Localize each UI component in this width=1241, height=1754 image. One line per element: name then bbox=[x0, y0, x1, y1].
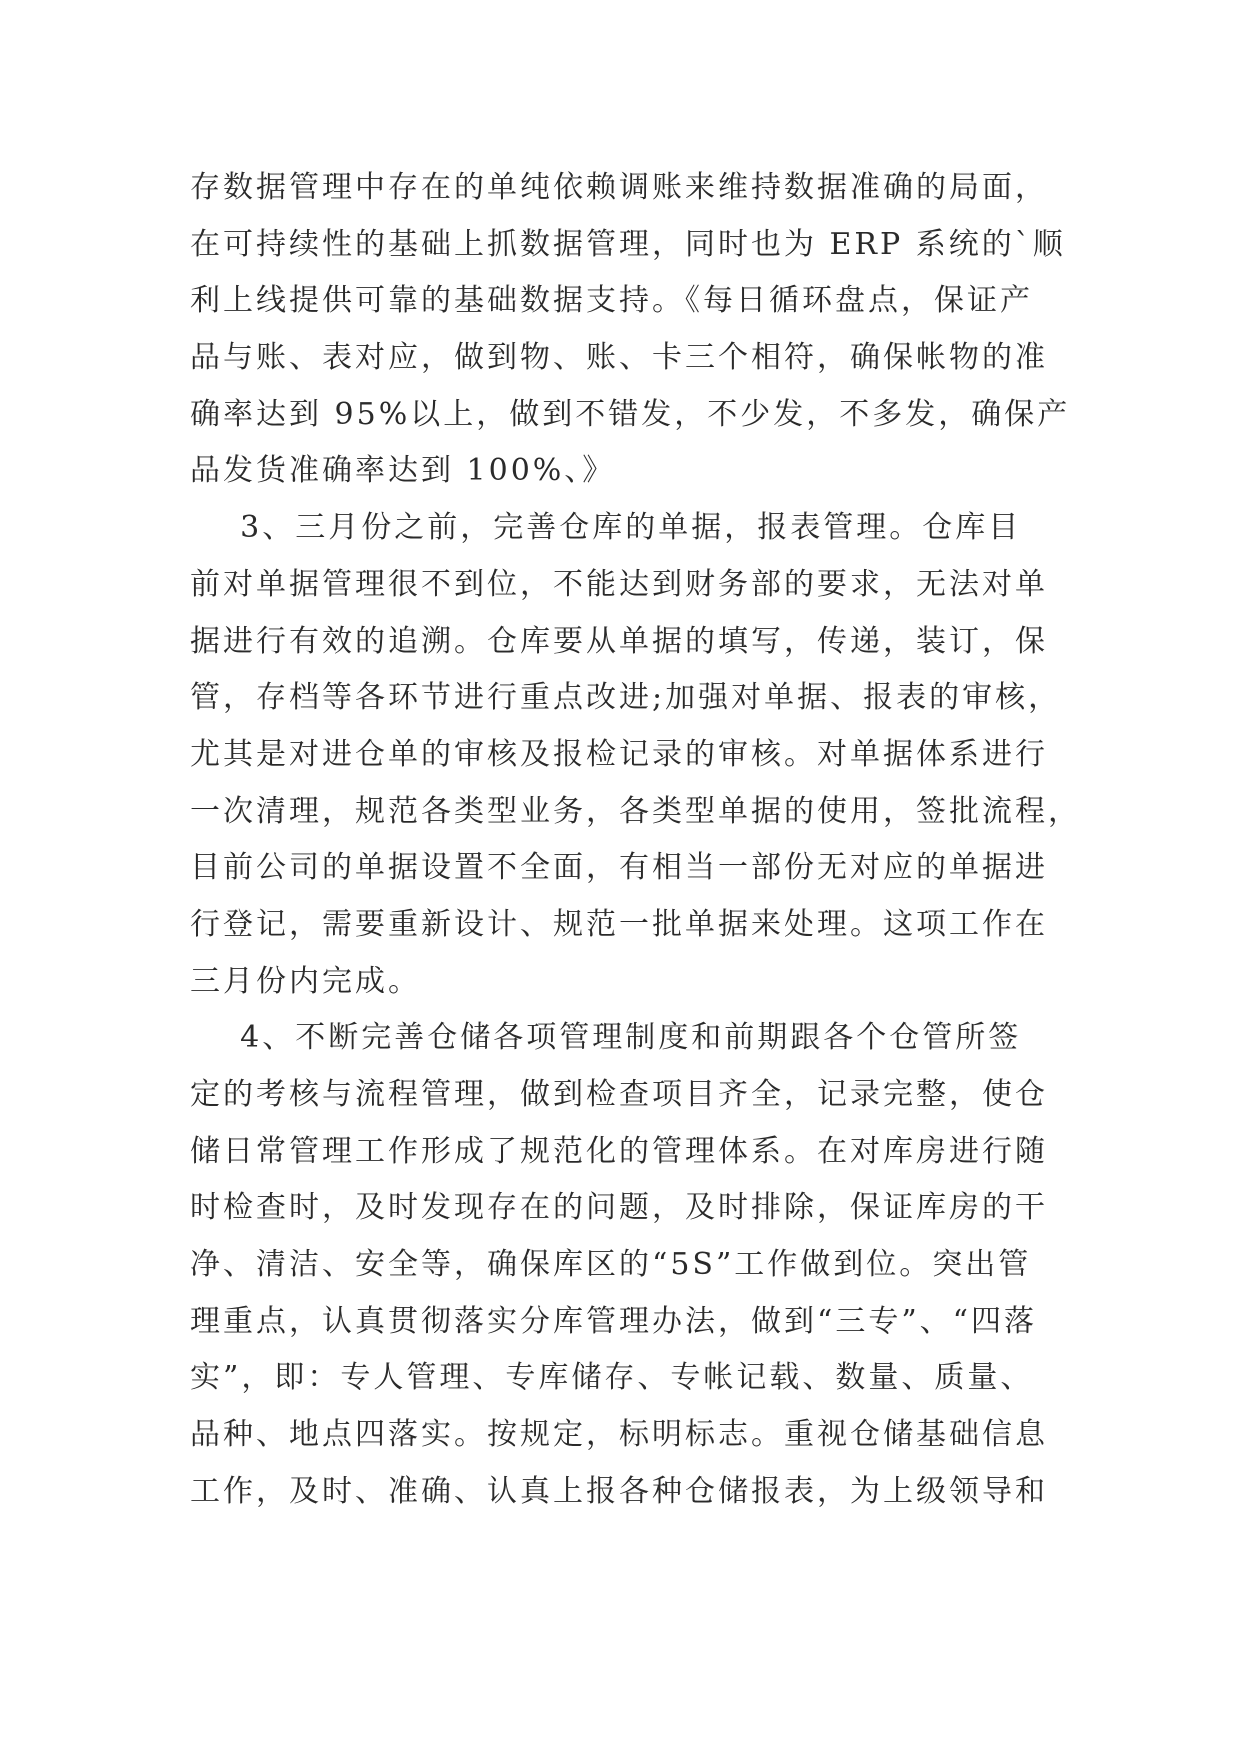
text-line: 品发货准确率达到 100%、》 bbox=[190, 453, 616, 489]
text-line: 3、三月份之前，完善仓库的单据，报表管理。仓库目 bbox=[190, 510, 1022, 546]
text-line: 理重点，认真贯彻落实分库管理办法，做到“三专”、“四落 bbox=[190, 1303, 1038, 1339]
text-line: 储日常管理工作形成了规范化的管理体系。在对库房进行随 bbox=[190, 1133, 1048, 1169]
text-line: 管，存档等各环节进行重点改进;加强对单据、报表的审核， bbox=[190, 680, 1062, 716]
text-line: 品与账、表对应，做到物、账、卡三个相符，确保帐物的准 bbox=[190, 340, 1048, 376]
text-line: 时检查时，及时发现存在的问题，及时排除，保证库房的干 bbox=[190, 1190, 1048, 1226]
text-line: 据进行有效的追溯。仓库要从单据的填写，传递，装订，保 bbox=[190, 623, 1048, 659]
text-line: 确率达到 95%以上，做到不错发，不少发，不多发，确保产 bbox=[190, 396, 1071, 432]
body-text bbox=[190, 160, 1081, 1521]
text-line: 品种、地点四落实。按规定，标明标志。重视仓储基础信息 bbox=[190, 1417, 1048, 1453]
text-line: 利上线提供可靠的基础数据支持。《每日循环盘点，保证产 bbox=[190, 283, 1033, 319]
text-line: 4、不断完善仓储各项管理制度和前期跟各个仓管所签 bbox=[190, 1020, 1022, 1056]
text-line: 存数据管理中存在的单纯依赖调账来维持数据准确的局面， bbox=[190, 170, 1048, 205]
text-line: 行登记，需要重新设计、规范一批单据来处理。这项工作在 bbox=[190, 906, 1048, 942]
text-line: 定的考核与流程管理，做到检查项目齐全，记录完整，使仓 bbox=[190, 1077, 1048, 1112]
text-line: 目前公司的单据设置不全面，有相当一部份无对应的单据进 bbox=[190, 850, 1048, 886]
text-line: 尤其是对进仓单的审核及报检记录的审核。对单据体系进行 bbox=[190, 736, 1048, 772]
text-line: 实”，即：专人管理、专库储存、专帐记载、数量、质量、 bbox=[190, 1360, 1034, 1396]
text-line: 工作，及时、准确、认真上报各种仓储报表，为上级领导和 bbox=[190, 1473, 1048, 1509]
text-line: 在可持续性的基础上抓数据管理，同时也为 ERP 系统的`顺 bbox=[190, 226, 1066, 262]
text-line: 前对单据管理很不到位，不能达到财务部的要求，无法对单 bbox=[190, 566, 1048, 602]
text-line: 一次清理，规范各类型业务，各类型单据的使用，签批流程， bbox=[190, 793, 1081, 829]
text-line: 三月份内完成。 bbox=[190, 963, 421, 999]
text-line: 净、清洁、安全等，确保库区的“5S”工作做到位。突出管 bbox=[190, 1247, 1032, 1283]
